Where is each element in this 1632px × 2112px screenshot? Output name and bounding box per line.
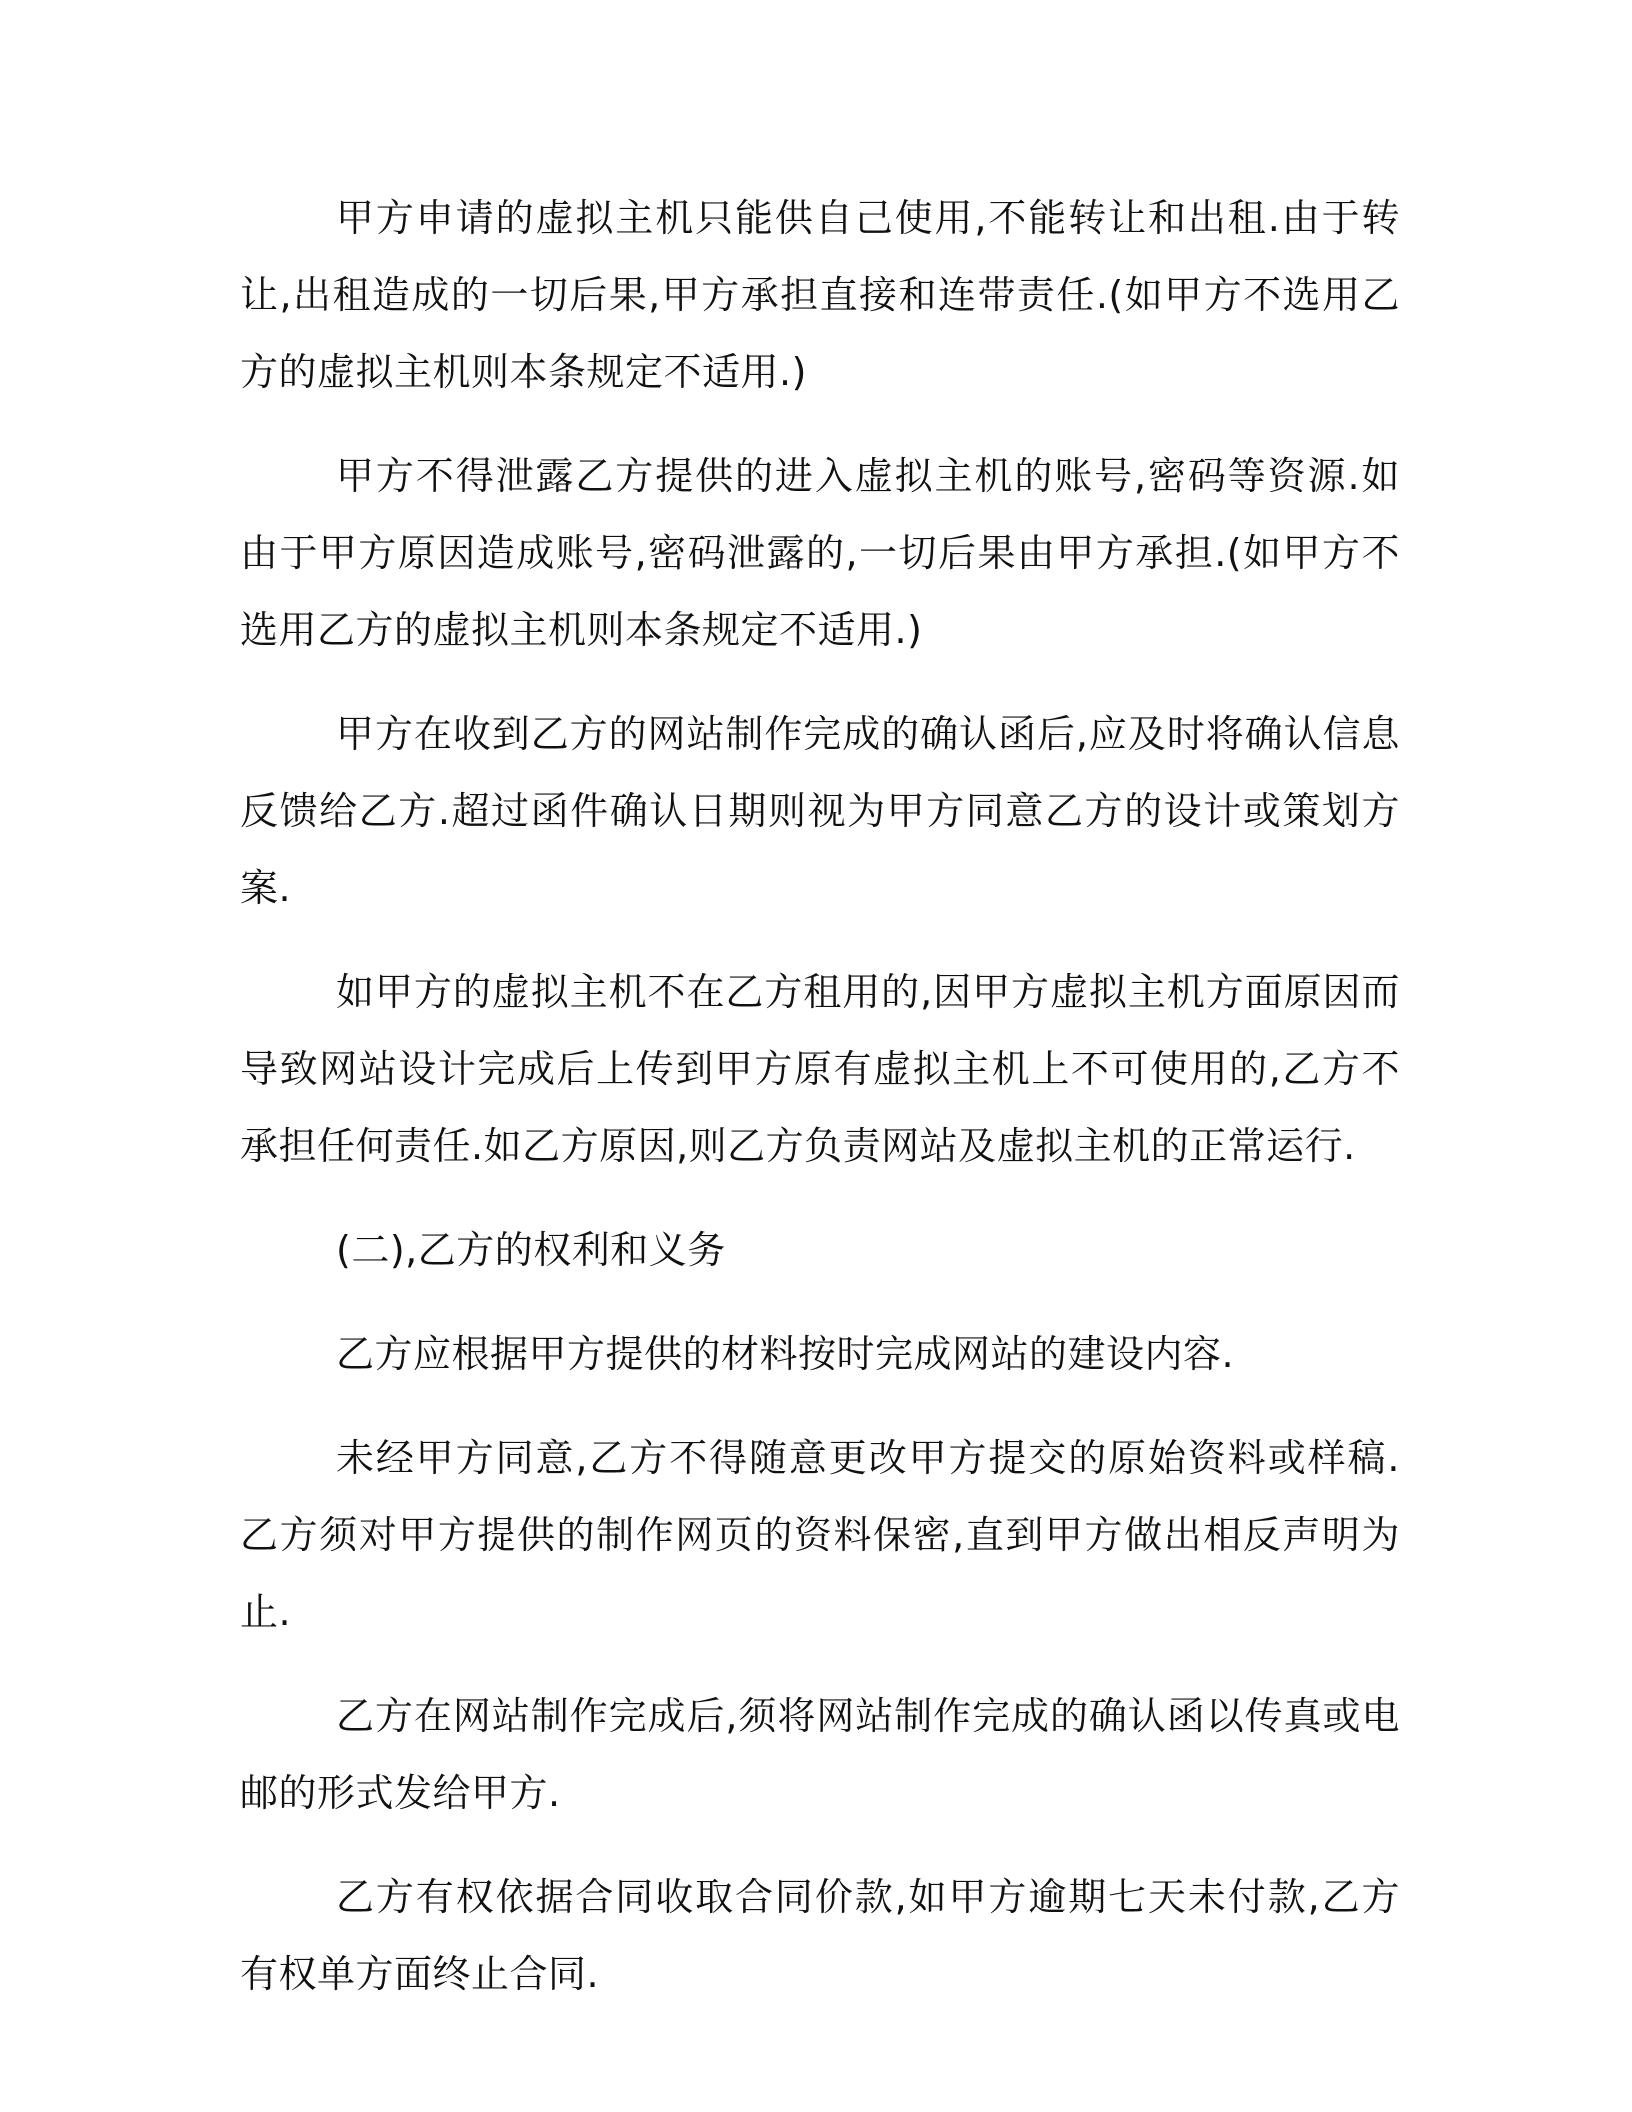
paragraph-no-unauthorized-changes: 未经甲方同意,乙方不得随意更改甲方提交的原始资料或样稿.乙方须对甲方提供的制作网页的资料保密,直到甲方做出相反声明为止. <box>240 1436 1400 1634</box>
section-heading-party-b-rights: (二),乙方的权利和义务 <box>336 1228 726 1272</box>
paragraph-confirmation-feedback: 甲方在收到乙方的网站制作完成的确认函后,应及时将确认信息反馈给乙方.超过函件确认日期则视为甲方同意乙方的设计或策划方案. <box>240 712 1400 910</box>
paragraph-payment-termination: 乙方有权依据合同收取合同价款,如甲方逾期七天未付款,乙方有权单方面终止合同. <box>240 1875 1400 1996</box>
paragraph-account-confidentiality: 甲方不得泄露乙方提供的进入虚拟主机的账号,密码等资源.如由于甲方原因造成账号,密码泄露的,一切后果由甲方承担.(如甲方不选用乙方的虚拟主机则本条规定不适用.) <box>240 454 1400 652</box>
paragraph-send-confirmation: 乙方在网站制作完成后,须将网站制作完成的确认函以传真或电邮的形式发给甲方. <box>240 1694 1400 1815</box>
paragraph-build-on-time: 乙方应根据甲方提供的材料按时完成网站的建设内容. <box>336 1332 1235 1376</box>
paragraph-external-host-liability: 如甲方的虚拟主机不在乙方租用的,因甲方虚拟主机方面原因而导致网站设计完成后上传到甲方原有虚拟主机上不可使用的,乙方不承担任何责任.如乙方原因,则乙方负责网站及虚拟主机的正常运行. <box>240 970 1400 1168</box>
paragraph-virtual-host-usage: 甲方申请的虚拟主机只能供自己使用,不能转让和出租.由于转让,出租造成的一切后果,甲方承担直接和连带责任.(如甲方不选用乙方的虚拟主机则本条规定不适用.) <box>240 196 1400 394</box>
document-body <box>240 180 1400 2040</box>
